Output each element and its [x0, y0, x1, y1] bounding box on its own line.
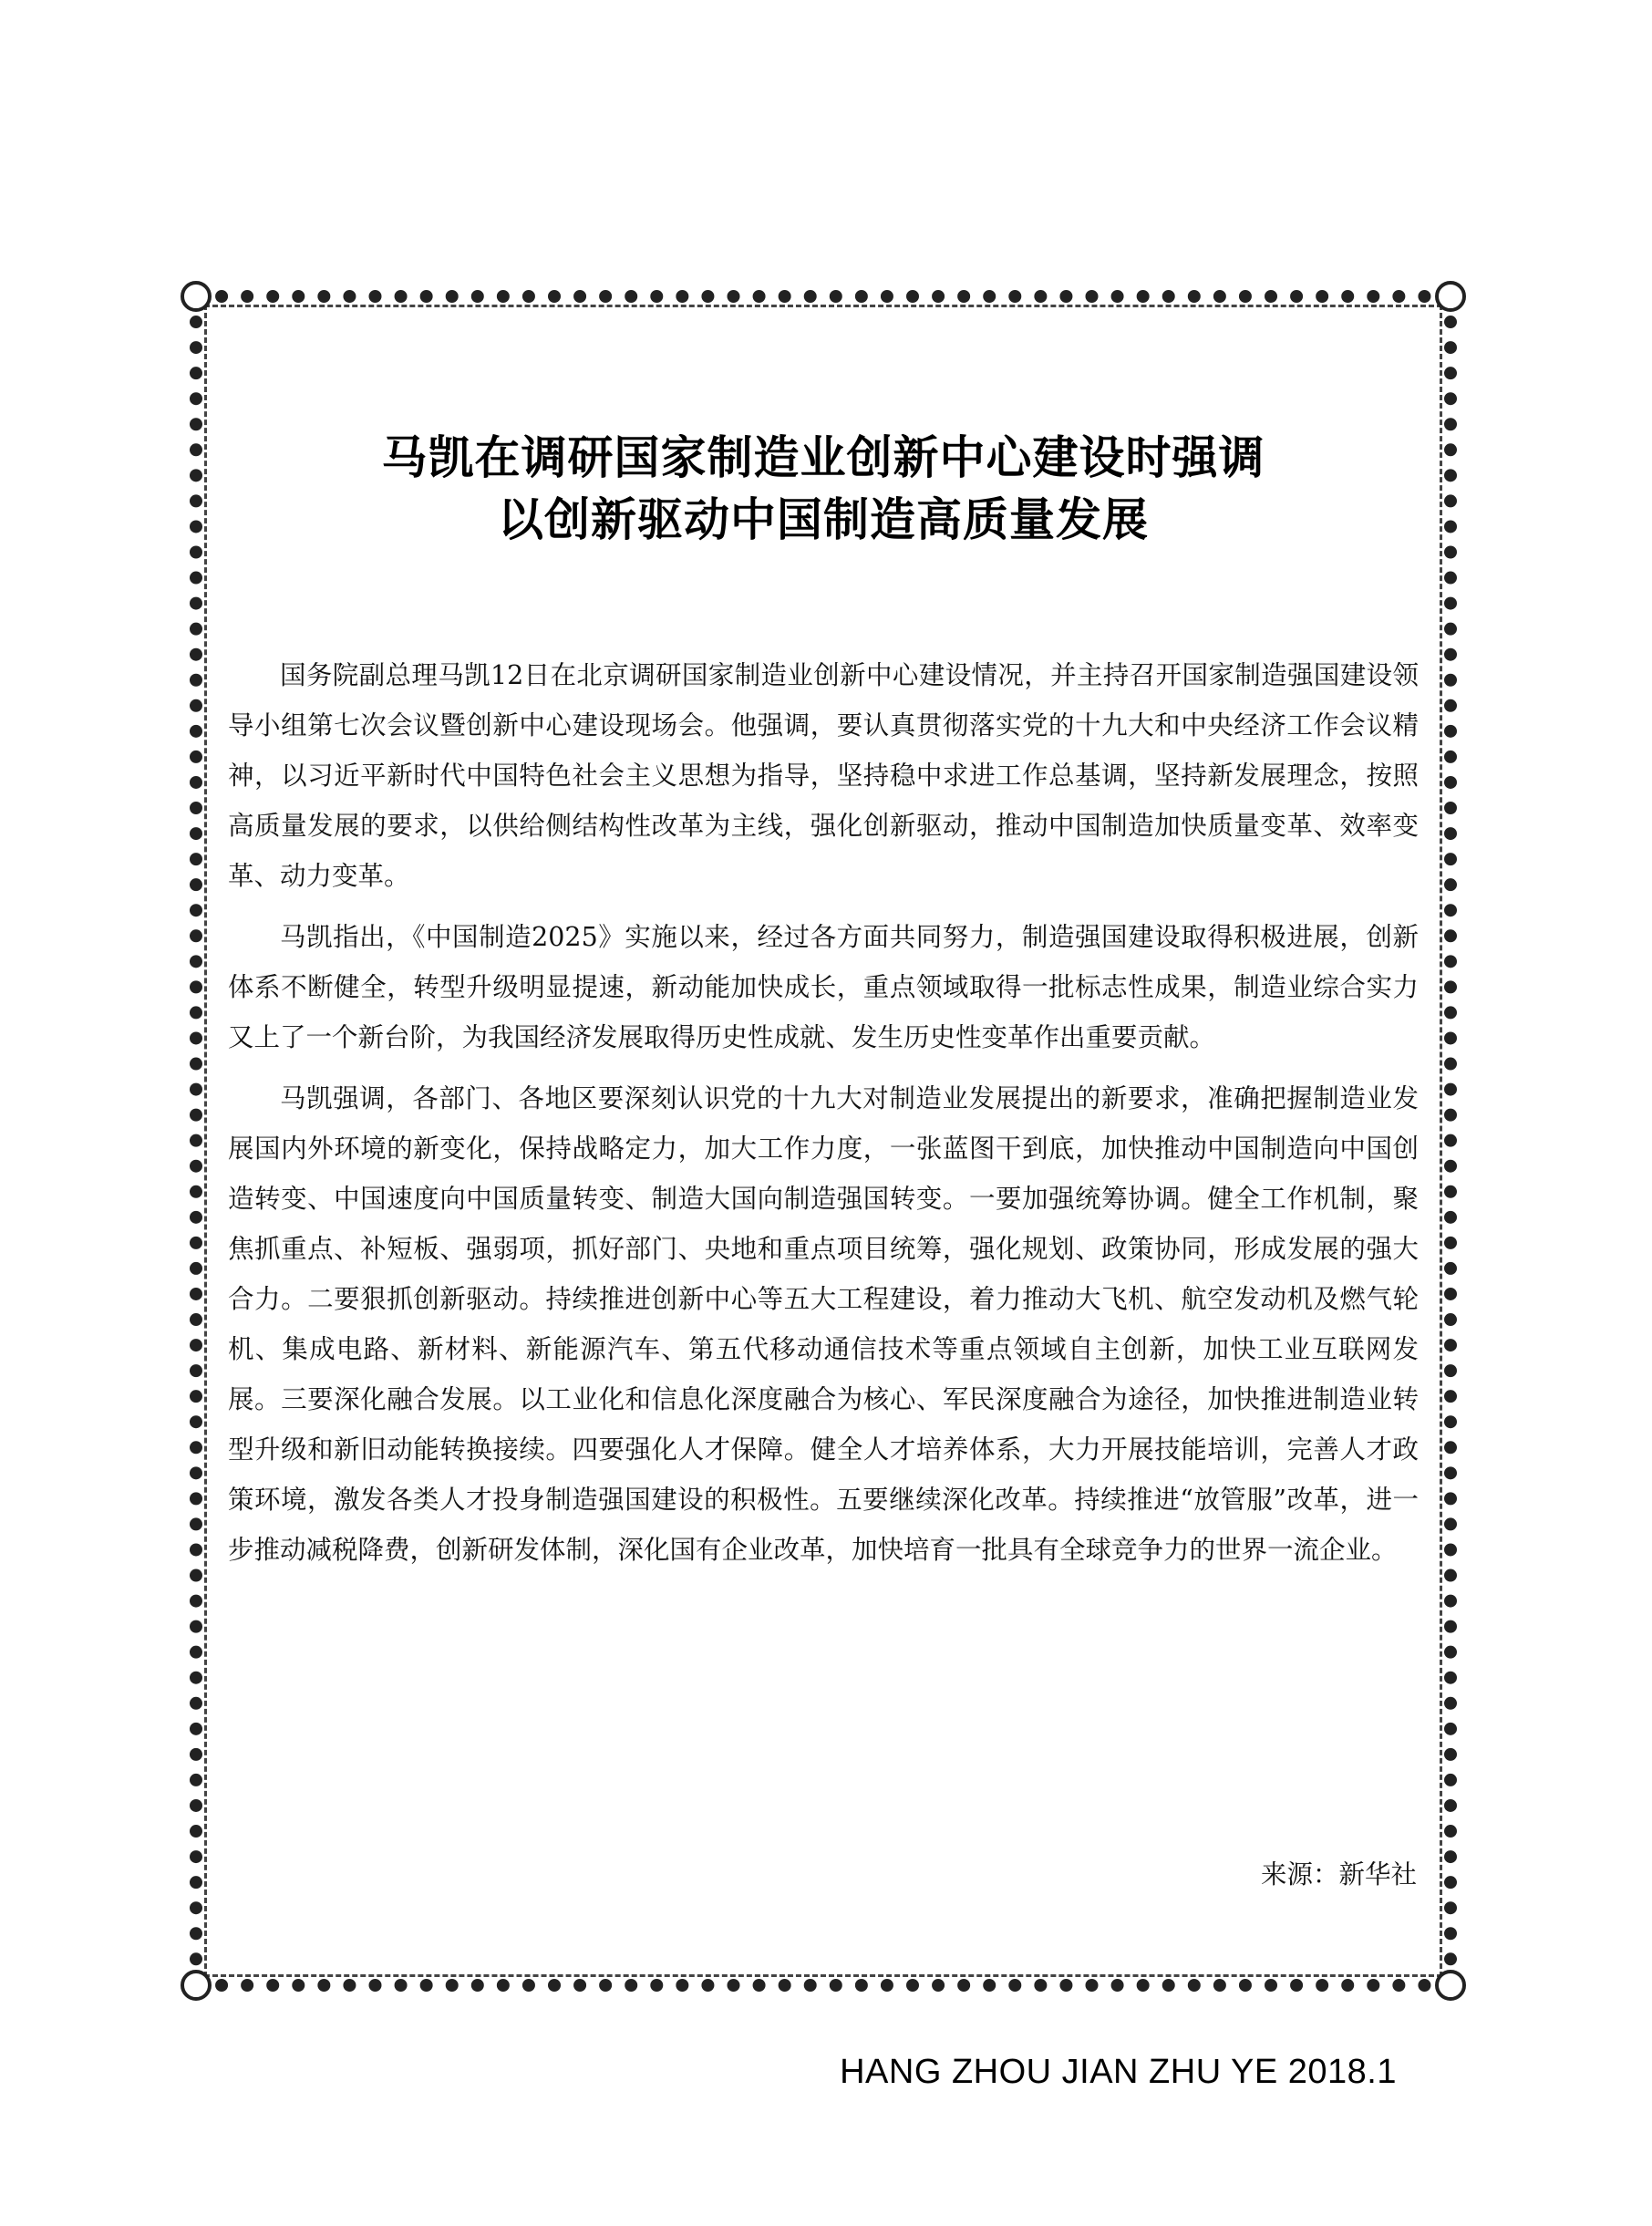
paragraph-2: 马凯指出，《中国制造2025》实施以来，经过各方面共同努力，制造强国建设取得积极进展，创新体系不断健全，转型升级明显提速，新动能加快成长，重点领域取得一批标志性成果，制造业综合实力又上了一个新台阶，为我国经济发展取得历史性成就、发生历史性变革作出重要贡献。 — [228, 922, 1419, 1052]
title-line-1: 马凯在调研国家制造业创新中心建设时强调 — [381, 431, 1265, 484]
border-corner-ornament-icon — [1435, 281, 1466, 312]
paragraph-1: 国务院副总理马凯12日在北京调研国家制造业创新中心建设情况，并主持召开国家制造强国建设领导小组第七次会议暨创新中心建设现场会。他强调，要认真贯彻落实党的十九大和中央经济工作会议精神，以习近平新时代中国特色社会主义思想为指导，坚持稳中求进工作总基调，坚持新发展理念，按照高质量发展的要求，以供给侧结构性改革为主线，强化创新驱动，推动中国制造加快质量变革、效率变革、动力变革。 — [228, 660, 1419, 891]
border-corner-ornament-icon — [181, 1970, 212, 2001]
article-title — [263, 427, 1384, 551]
source-credit — [1261, 1857, 1417, 1893]
article-body — [228, 650, 1419, 1586]
border-corner-ornament-icon — [1435, 1970, 1466, 2001]
source-separator: ： — [1312, 1859, 1339, 1890]
paragraph-3: 马凯强调，各部门、各地区要深刻认识党的十九大对制造业发展提出的新要求，准确把握制造业发展国内外环境的新变化，保持战略定力，加大工作力度，一张蓝图干到底，加快推动中国制造向中国创造转变、中国速度向中国质量转变、制造大国向制造强国转变。一要加强统筹协调。健全工作机制，聚焦抓重点、补短板、强弱项，抓好部门、央地和重点项目统筹，强化规划、政策协同，形成发展的强大合力。二要狠抓创新驱动。持续推进创新中心等五大工程建设，着力推动大飞机、航空发动机及燃气轮机、集成电路、新材料、新能源汽车、第五代移动通信技术等重点领域自主创新，加快工业互联网发展。三要深化融合发展。以工业化和信息化深度融合为核心、军民深度融合为途径，加快推进制造业转型升级和新旧动能转换接续。四要强化人才保障。健全人才培养体系，大力开展技能培训，完善人才政策环境，激发各类人才投身制造强国建设的积极性。五要继续深化改革。持续推进“放管服”改革，进一步推动减税降费，创新研发体制，深化国有企业改革，加快培育一批具有全球竞争力的世界一流企业。 — [228, 1083, 1419, 1565]
border-corner-ornament-icon — [181, 281, 212, 312]
article-frame — [190, 290, 1457, 1992]
source-label: 来源 — [1260, 1859, 1313, 1890]
title-line-2: 以创新驱动中国制造高质量发展 — [498, 493, 1149, 546]
journal-footer: HANG ZHOU JIAN ZHU YE 2018.1 — [840, 2053, 1397, 2091]
source-name: 新华社 — [1338, 1859, 1417, 1890]
